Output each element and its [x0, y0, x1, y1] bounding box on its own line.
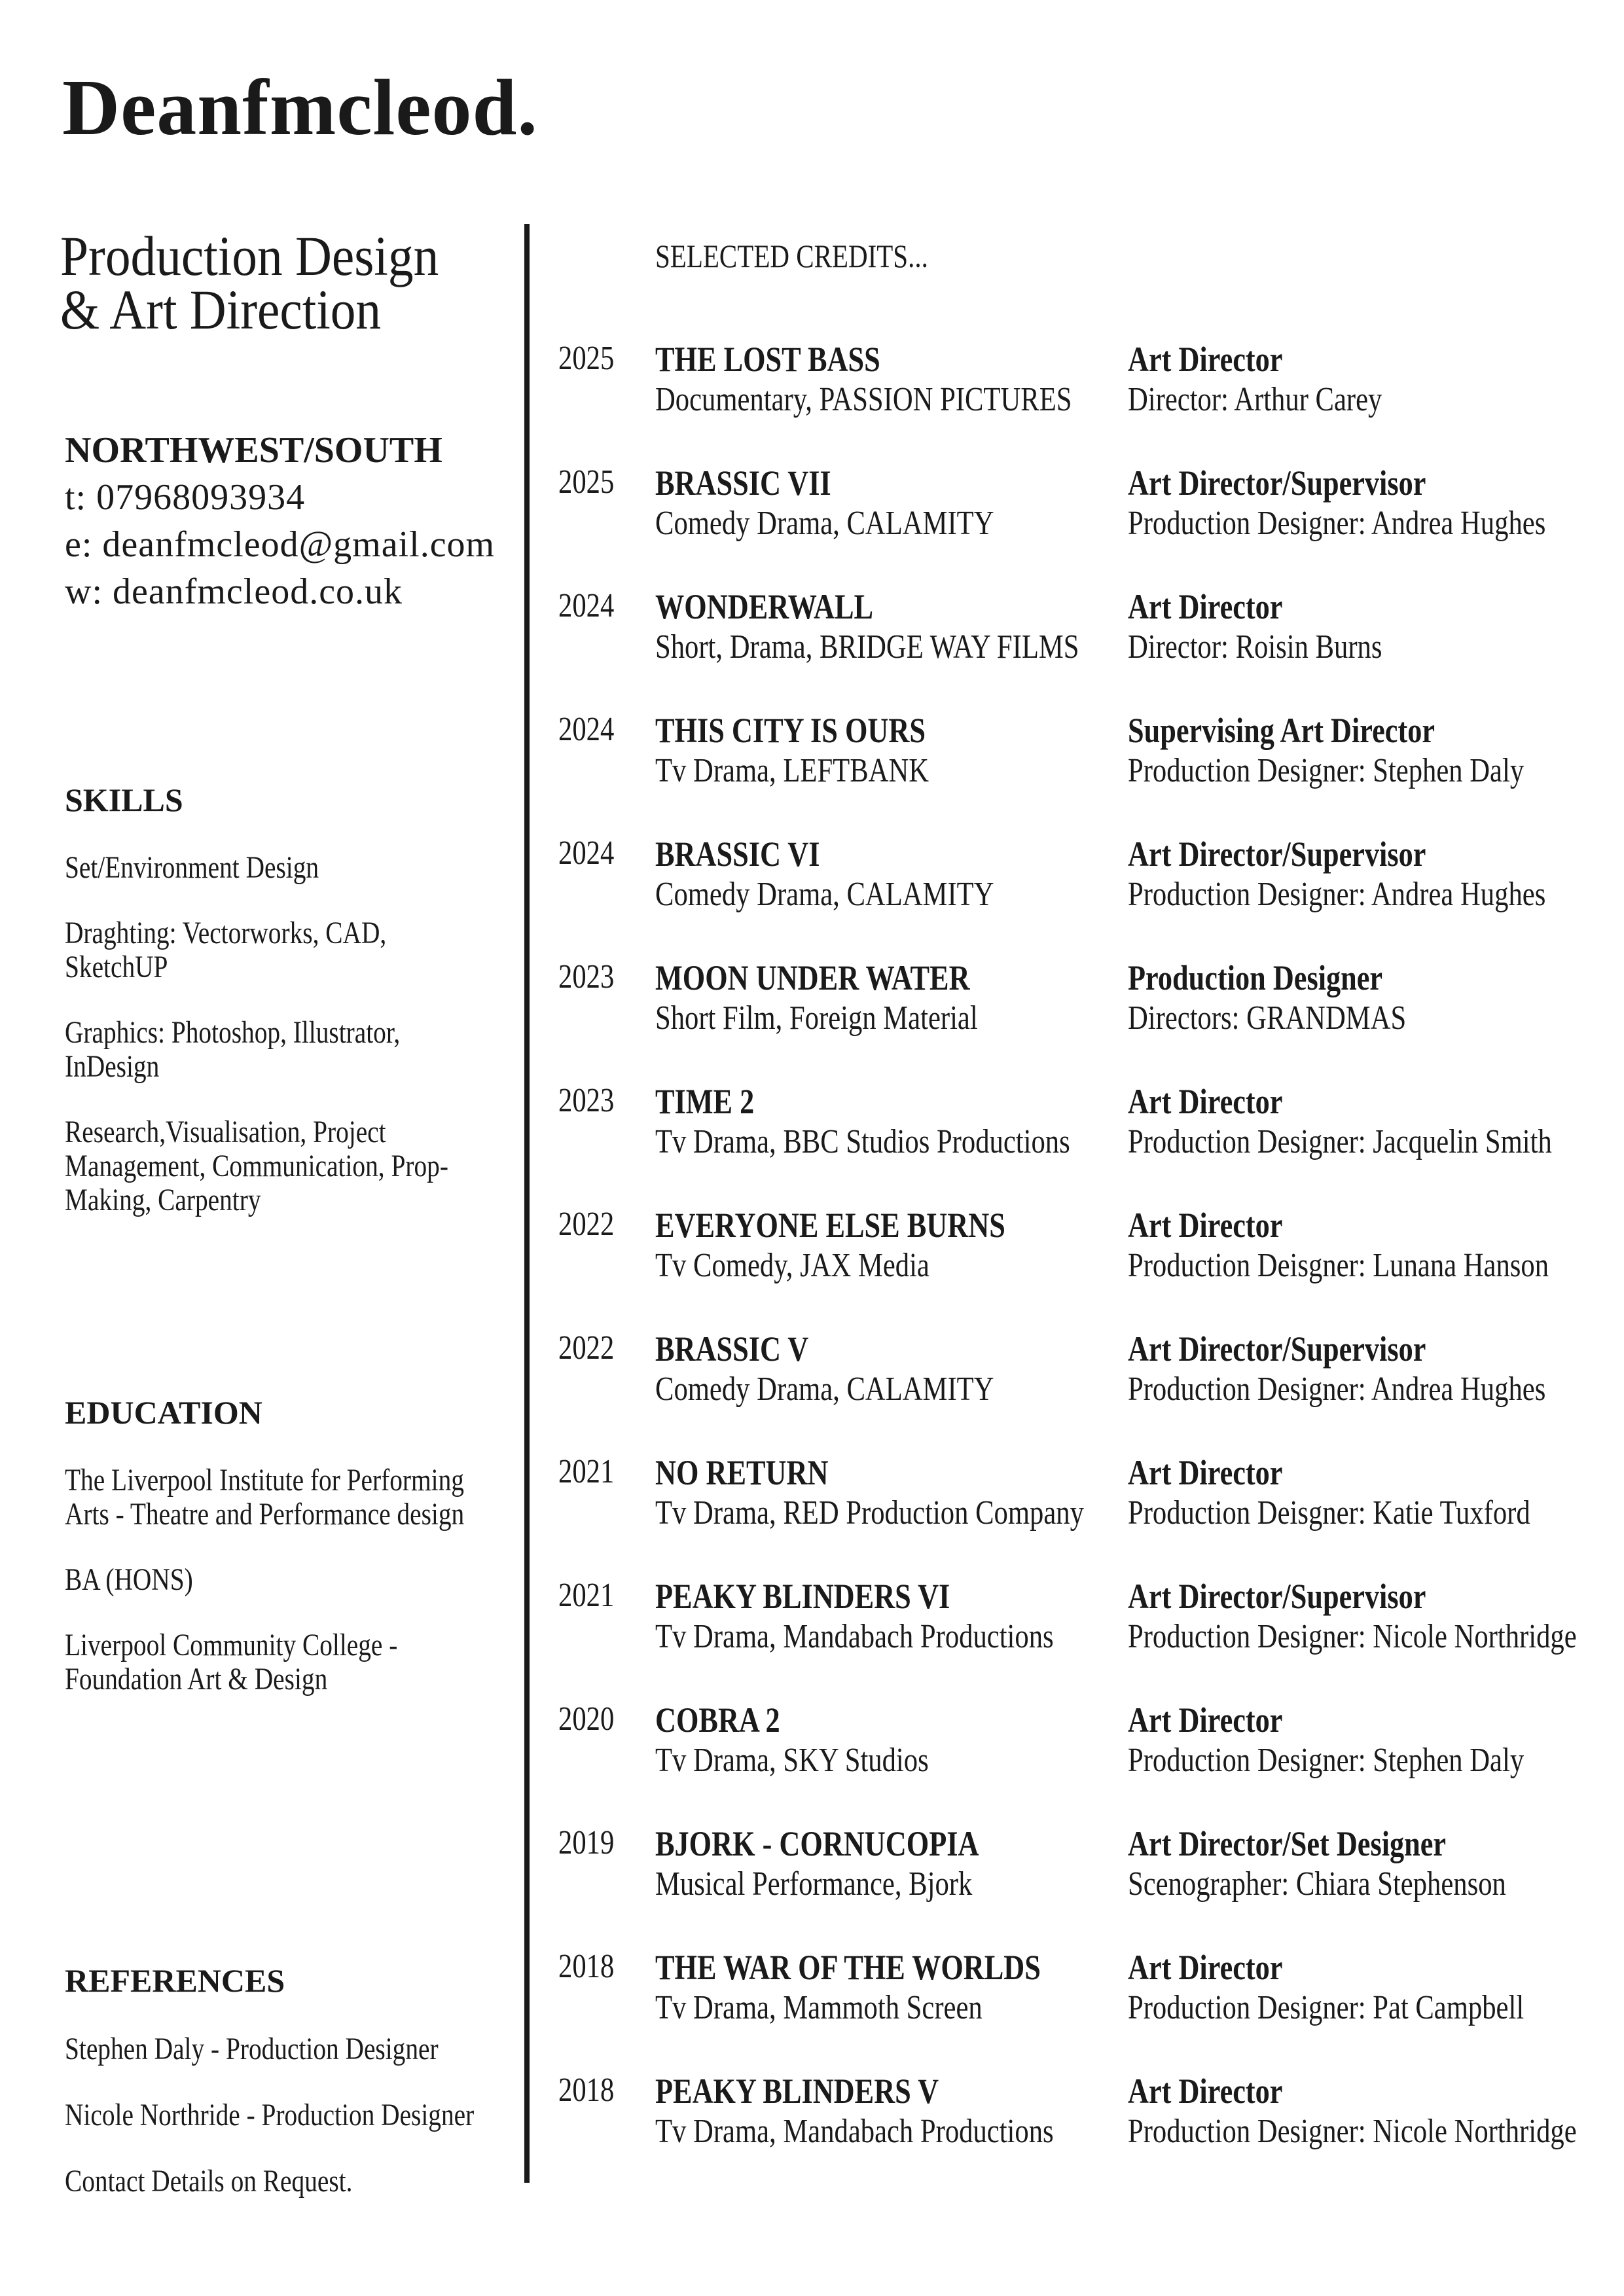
credit-collaborator-text: Production Designer: Stephen Daly: [1128, 752, 1525, 789]
credit-title-text: WONDERWALL: [655, 587, 874, 626]
credit-genre-company: [655, 999, 1049, 1037]
credit-year: [558, 1947, 626, 1986]
credit-genre-company: [655, 1246, 990, 1285]
credit-genre-company: [655, 504, 1068, 543]
contact-email: e: deanfmcleod@gmail.com: [65, 524, 496, 565]
credit-role: [1128, 339, 1316, 380]
credit-role-text: Art Director: [1128, 1700, 1283, 1740]
credit-genre-company: [655, 1865, 1042, 1903]
credit-year-text: 2022: [558, 1329, 615, 1367]
credit-role: [1128, 1452, 1316, 1493]
credit-year: [558, 1576, 626, 1615]
credit-genre-company: [655, 875, 1068, 914]
education-item-line: Liverpool Community College -: [65, 1628, 398, 1662]
credit-year: [558, 586, 626, 625]
credit-collaborator: [1128, 1246, 1624, 1285]
credit-genre-company: [655, 1617, 1141, 1656]
tagline: [60, 224, 481, 341]
credit-genre-company-text: Tv Drama, Mandabach Productions: [655, 2113, 1054, 2150]
credit-genre-company: [655, 2112, 1141, 2151]
credit-title: [655, 1576, 1015, 1617]
credit-title-text: BJORK - CORNUCOPIA: [655, 1824, 979, 1863]
credit-title-text: EVERYONE ELSE BURNS: [655, 1206, 1005, 1245]
credit-role: [1128, 710, 1502, 751]
credit-title: [655, 958, 1039, 998]
credit-collaborator: [1128, 1988, 1611, 2027]
credit-role-text: Art Director: [1128, 1453, 1283, 1492]
skills-item: [65, 851, 641, 885]
credit-genre-company: [655, 1988, 1054, 2027]
credit-year: [558, 463, 626, 501]
contact-block: [65, 427, 495, 615]
credit-year-text: 2024: [558, 834, 615, 872]
credit-collaborator: [1128, 751, 1611, 790]
credit-role-text: Art Director: [1128, 340, 1283, 379]
credit-title-text: THE LOST BASS: [655, 340, 880, 379]
credit-genre-company: [655, 1122, 1161, 1161]
credit-title: [655, 1947, 1125, 1988]
credit-title-text: TIME 2: [655, 1082, 755, 1121]
credit-collaborator: [1128, 1122, 1624, 1161]
credit-genre-company-text: Short, Drama, BRIDGE WAY FILMS: [655, 628, 1079, 666]
credit-role: [1128, 1329, 1491, 1369]
credit-role-text: Art Director: [1128, 1082, 1283, 1121]
credit-year: [558, 1452, 626, 1491]
credit-role-text: Art Director: [1128, 1948, 1283, 1987]
credit-genre-company: [655, 1370, 1068, 1408]
credit-year-text: 2024: [558, 587, 615, 624]
credit-year-text: 2021: [558, 1577, 615, 1614]
skills-item-line: Management, Communication, Prop-: [65, 1149, 448, 1183]
credit-role: [1128, 586, 1316, 627]
credit-year-text: 2022: [558, 1206, 615, 1243]
credit-year-text: 2025: [558, 463, 615, 501]
credit-title: [655, 1329, 842, 1369]
credit-genre-company-text: Tv Drama, BBC Studios Productions: [655, 1123, 1070, 1160]
credit-collaborator: [1128, 1865, 1589, 1903]
skills-item-line: SketchUP: [65, 950, 168, 984]
credit-title: [655, 710, 985, 751]
credit-title: [655, 2071, 1001, 2111]
credit-title-text: BRASSIC VII: [655, 463, 831, 503]
credit-genre-company-text: Musical Performance, Bjork: [655, 1865, 973, 1903]
credit-collaborator-text: Production Deisgner: Lunana Hanson: [1128, 1247, 1549, 1284]
skills-item-line: Set/Environment Design: [65, 850, 319, 885]
credit-title-text: BRASSIC V: [655, 1329, 809, 1369]
contact-phone: t: 07968093934: [65, 477, 306, 518]
credit-collaborator: [1128, 1617, 1624, 1656]
credit-collaborator-text: Production Designer: Nicole Northridge: [1128, 2113, 1577, 2150]
credit-genre-company: [655, 380, 1163, 419]
skills-item-line: Graphics: Photoshop, Illustrator,: [65, 1015, 401, 1050]
credit-collaborator: [1128, 380, 1438, 419]
credit-genre-company-text: Tv Drama, SKY Studios: [655, 1742, 929, 1779]
credit-collaborator-text: Production Designer: Andrea Hughes: [1128, 1371, 1546, 1408]
references-section: [65, 1961, 641, 2198]
credit-year: [558, 1700, 626, 1738]
skills-item-line: Making, Carpentry: [65, 1183, 261, 1217]
credit-collaborator-text: Production Designer: Nicole Northridge: [1128, 1618, 1577, 1655]
education-item-line: The Liverpool Institute for Performing: [65, 1463, 464, 1498]
page-title: Deanfmcleod.: [62, 63, 538, 152]
credit-year: [558, 958, 626, 996]
credit-year: [558, 1329, 626, 1367]
credit-role-text: Production Designer: [1128, 958, 1383, 997]
credit-collaborator-text: Production Deisgner: Katie Tuxford: [1128, 1494, 1530, 1532]
credit-role: [1128, 1947, 1316, 1988]
credit-title-text: MOON UNDER WATER: [655, 958, 970, 997]
column-divider: [524, 224, 530, 2183]
credit-year-text: 2018: [558, 2072, 615, 2109]
credit-collaborator-text: Production Designer: Andrea Hughes: [1128, 876, 1546, 913]
credit-genre-company-text: Tv Comedy, JAX Media: [655, 1247, 929, 1284]
credit-role: [1128, 1205, 1316, 1246]
credit-year-text: 2020: [558, 1700, 615, 1738]
references-item-line: Stephen Daly - Production Designer: [65, 2032, 439, 2066]
credit-role: [1128, 834, 1491, 874]
credit-role-text: Art Director/Supervisor: [1128, 463, 1426, 503]
education-item: [65, 1563, 641, 1597]
credit-role-text: Art Director: [1128, 1206, 1283, 1245]
credit-genre-company-text: Tv Drama, Mandabach Productions: [655, 1618, 1054, 1655]
references-item-line: Contact Details on Request.: [65, 2164, 353, 2198]
credit-year-text: 2023: [558, 1082, 615, 1119]
credit-collaborator: [1128, 2112, 1624, 2151]
skills-item: [65, 916, 641, 984]
references-item: [65, 2164, 641, 2198]
credit-role-text: Art Director/Supervisor: [1128, 834, 1426, 874]
credit-genre-company: [655, 1741, 988, 1780]
credits-heading-text: SELECTED CREDITS...: [655, 238, 928, 274]
references-item: [65, 2032, 641, 2066]
skills-item: [65, 1016, 641, 1084]
credit-genre-company: [655, 751, 989, 790]
education-section: [65, 1393, 641, 1696]
contact-region: NORTHWEST/SOUTH: [65, 430, 442, 471]
credit-role: [1128, 1081, 1316, 1122]
skills-item-line: Research,Visualisation, Project: [65, 1115, 386, 1149]
education-item-line: Foundation Art & Design: [65, 1662, 328, 1696]
references-item-line: Nicole Northride - Production Designer: [65, 2098, 475, 2132]
skills-item-line: InDesign: [65, 1049, 160, 1084]
credit-role: [1128, 2071, 1316, 2111]
credit-genre-company-text: Tv Drama, LEFTBANK: [655, 752, 929, 789]
skills-item-line: Draghting: Vectorworks, CAD,: [65, 916, 387, 950]
credit-genre-company-text: Documentary, PASSION PICTURES: [655, 381, 1072, 418]
credit-title-text: PEAKY BLINDERS VI: [655, 1577, 950, 1616]
education-item-line: BA (HONS): [65, 1562, 193, 1597]
credit-collaborator-text: Directors: GRANDMAS: [1128, 999, 1407, 1037]
credit-genre-company-text: Short Film, Foreign Material: [655, 999, 978, 1037]
credit-collaborator-text: Production Designer: Stephen Daly: [1128, 1742, 1525, 1779]
credit-title-text: NO RETURN: [655, 1453, 829, 1492]
credit-role: [1128, 1700, 1316, 1740]
skills-section: [65, 780, 641, 1217]
credit-collaborator: [1128, 628, 1438, 666]
education-item: [65, 1463, 641, 1532]
education-item-line: Arts - Theatre and Performance design: [65, 1497, 465, 1532]
credit-title-text: BRASSIC VI: [655, 834, 820, 874]
references-item: [65, 2098, 641, 2132]
credit-role-text: Art Director: [1128, 2072, 1283, 2111]
credit-title-text: PEAKY BLINDERS V: [655, 2072, 939, 2111]
credit-genre-company-text: Comedy Drama, CALAMITY: [655, 876, 994, 913]
education-item: [65, 1628, 641, 1696]
skills-item: [65, 1115, 641, 1217]
credit-title: [655, 1823, 1050, 1864]
credit-collaborator: [1128, 504, 1624, 543]
credit-genre-company: [655, 1494, 1178, 1532]
credits-heading: [655, 237, 988, 275]
credit-role-text: Supervising Art Director: [1128, 711, 1435, 750]
credit-year: [558, 1205, 626, 1244]
credit-collaborator: [1128, 1494, 1619, 1532]
credit-collaborator-text: Production Designer: Jacquelin Smith: [1128, 1123, 1552, 1160]
credit-collaborator: [1128, 1741, 1611, 1780]
credit-role: [1128, 958, 1438, 998]
credit-collaborator-text: Scenographer: Chiara Stephenson: [1128, 1865, 1506, 1903]
credit-title-text: THE WAR OF THE WORLDS: [655, 1948, 1041, 1987]
credit-year-text: 2023: [558, 958, 615, 996]
credit-year-text: 2021: [558, 1453, 615, 1490]
credit-year-text: 2019: [558, 1824, 615, 1861]
tagline-line: & Art Direction: [60, 278, 382, 341]
credit-year: [558, 339, 626, 378]
tagline-line: Production Design: [60, 224, 439, 287]
credit-year: [558, 1081, 626, 1120]
credit-collaborator-text: Production Designer: Andrea Hughes: [1128, 505, 1546, 542]
credit-year: [558, 710, 626, 749]
credit-genre-company-text: Tv Drama, RED Production Company: [655, 1494, 1084, 1532]
references-heading: REFERENCES: [65, 1962, 285, 1999]
credit-genre-company-text: Tv Drama, Mammoth Screen: [655, 1989, 983, 2026]
credit-title: [655, 463, 870, 503]
credit-collaborator-text: Director: Roisin Burns: [1128, 628, 1382, 666]
credit-genre-company: [655, 628, 1172, 666]
credit-title: [655, 1452, 867, 1493]
contact-website: w: deanfmcleod.co.uk: [65, 571, 403, 612]
credit-year: [558, 1823, 626, 1862]
credit-title: [655, 1081, 776, 1122]
credit-year-text: 2025: [558, 340, 615, 377]
credit-collaborator: [1128, 1370, 1624, 1408]
credit-role-text: Art Director/Supervisor: [1128, 1329, 1426, 1369]
credit-title-text: COBRA 2: [655, 1700, 780, 1740]
credit-year: [558, 2071, 626, 2109]
credit-title-text: THIS CITY IS OURS: [655, 711, 926, 750]
credit-title: [655, 339, 929, 380]
credit-title: [655, 1700, 808, 1740]
education-heading: EDUCATION: [65, 1394, 262, 1431]
credit-role-text: Art Director: [1128, 587, 1283, 626]
credit-year-text: 2024: [558, 711, 615, 748]
skills-heading: SKILLS: [65, 781, 183, 818]
credit-role: [1128, 1576, 1491, 1617]
credit-title: [655, 1205, 1082, 1246]
credit-collaborator: [1128, 999, 1468, 1037]
credit-genre-company-text: Comedy Drama, CALAMITY: [655, 1371, 994, 1408]
credit-role-text: Art Director/Supervisor: [1128, 1577, 1426, 1616]
credit-role-text: Art Director/Set Designer: [1128, 1824, 1447, 1863]
credit-year-text: 2018: [558, 1948, 615, 1985]
credit-title: [655, 834, 856, 874]
credit-collaborator-text: Production Designer: Pat Campbell: [1128, 1989, 1525, 2026]
credit-role: [1128, 463, 1491, 503]
credit-year: [558, 834, 626, 872]
credit-collaborator-text: Director: Arthur Carey: [1128, 381, 1382, 418]
credit-genre-company-text: Comedy Drama, CALAMITY: [655, 505, 994, 542]
credit-collaborator: [1128, 875, 1624, 914]
credit-title: [655, 586, 921, 627]
credit-role: [1128, 1823, 1516, 1864]
